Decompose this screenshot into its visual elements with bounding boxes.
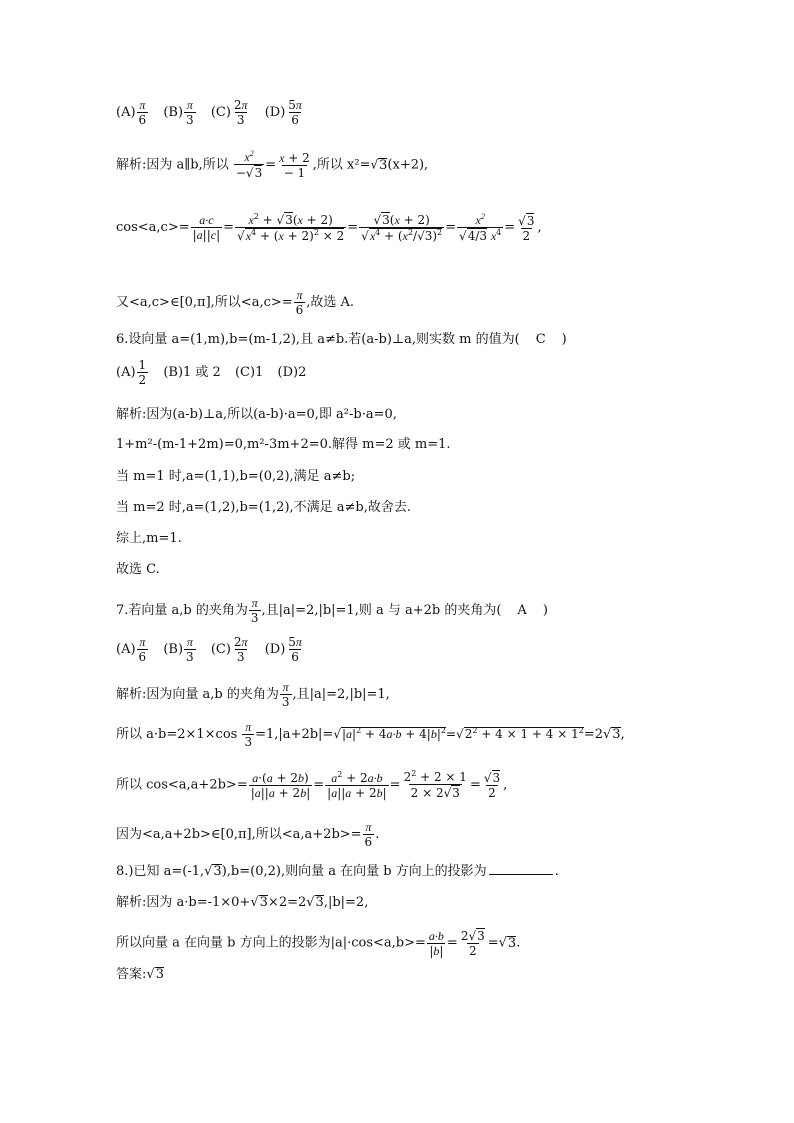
q5-solution-line3: 又<a,c>∈[0,π],所以<a,c>= $\frac{\pi}{6}$ ,故选 A. (116, 288, 355, 317)
q6-line-3: 当 m=1 时,a=(1,1),b=(0,2),满足 a≠b; (116, 469, 356, 484)
q5-solution-line1: 解析:因为 a∥b,所以 $\frac{x^2}{-√3}$ = $\frac{x + 2}{- 1}$ ,所以 x²=√3(x+2), (116, 149, 429, 180)
answer-blank (489, 874, 553, 875)
q8-solution-line1: 解析:因为 a·b=-1×0+√3×2=2√3,|b|=2, (116, 895, 369, 910)
q8-stem: 8.)已知 a=(-1,√3),b=(0,2),则向量 a 在向量 b 方向上的投影为 . (116, 864, 559, 879)
q6-line-5: 综上,m=1. (116, 531, 182, 546)
q6-line-6: 故选 C. (116, 562, 160, 577)
q7-solution-line4: 因为<a,a+2b>∈[0,π],所以<a,a+2b>= $\frac{\pi}{6}$ . (116, 820, 380, 849)
q5-options: (A) $\frac{\pi}{6}$ (B) $\frac{\pi}{3}$ (C) $\frac{2\pi}{3}$ (D) $\frac{5\pi}{6}$ (116, 98, 302, 127)
q8-answer: 答案:√3 (116, 967, 164, 982)
q6-line-2: 1+m²-(m-1+2m)=0,m²-3m+2=0.解得 m=2 或 m=1. (116, 437, 451, 452)
q6-options: (A) $\frac{1}{2}$ (B)1 或 2 (C)1 (D)2 (116, 358, 307, 387)
q8-solution-line2: 所以向量 a 在向量 b 方向上的投影为|a|·cos<a,b>= $\frac{a\cdot b}{|b|}$ = $\frac{2√3}{2}$ =√3. (116, 928, 521, 958)
q7-solution-line3: 所以 cos<a,a+2b>= $\frac{a\cdot(a + 2b)}{|a||a + 2b|}$ = $\frac{a^2 + 2a\cdot b}{|a||a + 2b|}$ = $\frac{2^2 + 2 \times 1}{2 \times 2√3}$ = $\frac{√3}{2}$ , (116, 769, 508, 800)
q5-solution-line2: cos<a,c>= $\frac{a\cdot c}{|a||c|}$ = $\frac{x^2 + √3(x + 2)}{√x^4 + (x + 2)^2 \times 2}$ = $\frac{√3(x + 2)}{√x^4 + (x^2/√3)^2}$ = $\frac{x^2}{√4/3 x^4}$ = $\frac{√3}{2}$ , (116, 211, 542, 243)
q6-line-1: 解析:因为(a-b)⊥a,所以(a-b)·a=0,即 a²-b·a=0, (116, 407, 397, 422)
q7-solution-line1: 解析:因为向量 a,b 的夹角为 $\frac{\pi}{3}$ ,且|a|=2,|b|=1, (116, 680, 390, 709)
q7-options: (A) $\frac{\pi}{6}$ (B) $\frac{\pi}{3}$ (C) $\frac{2\pi}{3}$ (D) $\frac{5\pi}{6}$ (116, 635, 302, 664)
q7-stem: 7.若向量 a,b 的夹角为 $\frac{\pi}{3}$ ,且|a|=2,|b|=1,则 a 与 a+2b 的夹角为( A ) (116, 596, 548, 625)
q6-stem: 6.设向量 a=(1,m),b=(m-1,2),且 a≠b.若(a-b)⊥a,则实数 m 的值为( C ) (116, 332, 567, 347)
q7-solution-line2: 所以 a·b=2×1×cos $\frac{\pi}{3}$ $=1,|a+2b|=√|a|^2 + 4a\cdot b + 4|b|^2=√2^2 + 4 \times 1 + 4 \times 1^2=2√3$, (116, 720, 625, 749)
q6-line-4: 当 m=2 时,a=(1,2),b=(1,2),不满足 a≠b,故舍去. (116, 500, 412, 515)
